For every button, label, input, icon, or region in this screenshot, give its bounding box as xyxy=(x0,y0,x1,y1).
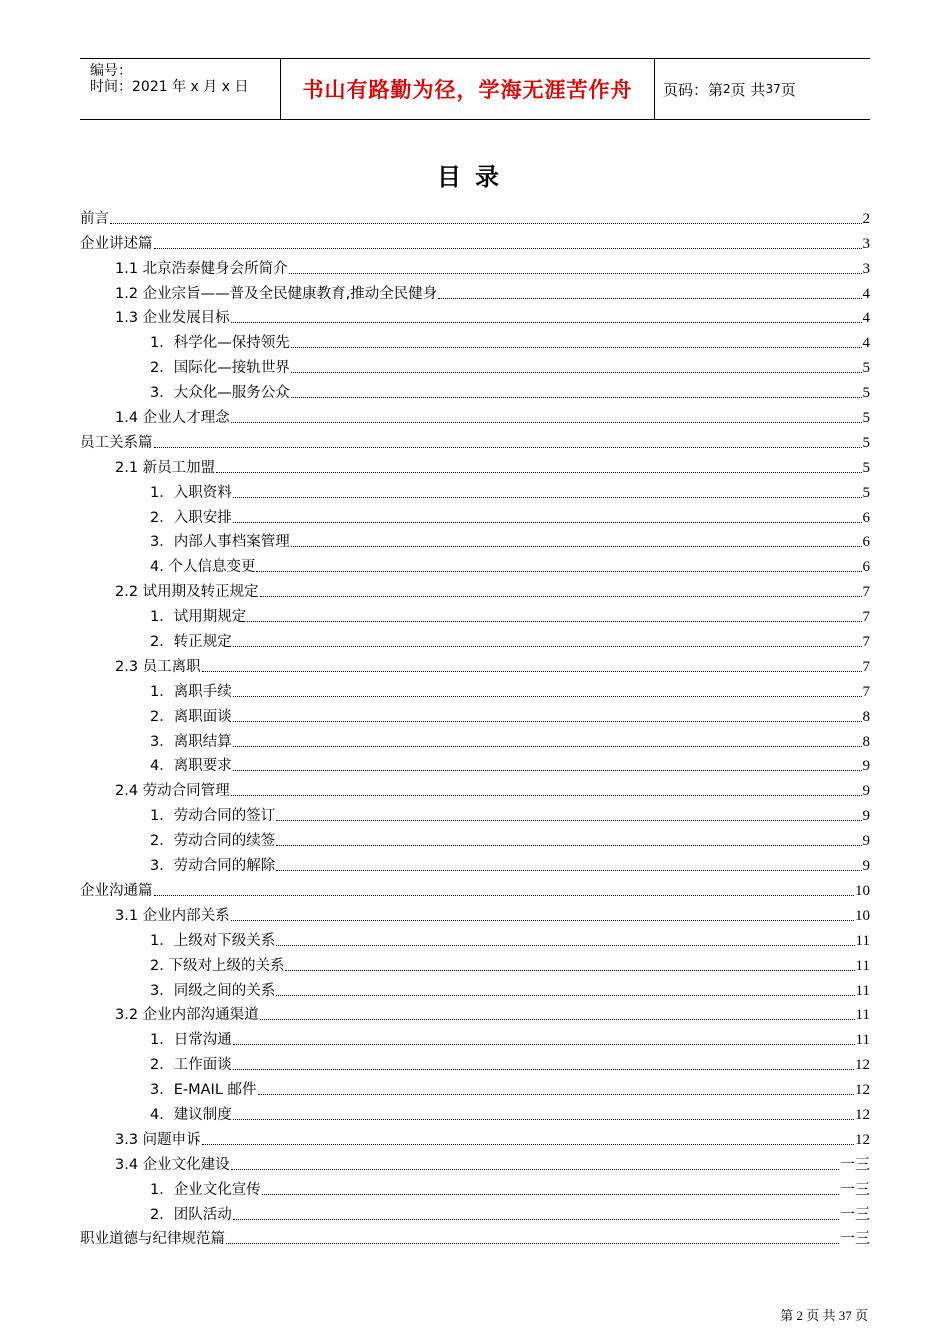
footer-page-total: 37 xyxy=(838,1308,852,1323)
toc-entry-label: 1．企业文化宣传 xyxy=(150,1181,261,1198)
toc-dot-leader xyxy=(154,894,855,896)
toc-dot-leader xyxy=(276,844,861,846)
toc-entry[interactable] xyxy=(80,452,870,477)
toc-entry[interactable] xyxy=(80,800,870,825)
toc-entry[interactable] xyxy=(80,327,870,352)
toc-dot-leader xyxy=(216,471,861,473)
toc-entry-label: 3.4 企业文化建设 xyxy=(115,1156,230,1173)
toc-entry-label: 1.3 企业发展目标 xyxy=(115,310,230,327)
toc-entry-label: 1.2 企业宗旨——普及全民健康教育,推动全民健身 xyxy=(115,285,438,302)
toc-entry-page: 11 xyxy=(855,982,870,999)
toc-entry-page: 一三 xyxy=(839,1181,870,1198)
page-footer xyxy=(780,1305,868,1324)
footer-page-number: 2 xyxy=(796,1308,803,1323)
toc-entry-page: 12 xyxy=(855,1106,870,1123)
toc-entry-page: 5 xyxy=(862,459,870,476)
toc-entry-label: 2．离职面谈 xyxy=(150,708,232,725)
toc-entry-label: 1．日常沟通 xyxy=(150,1032,232,1049)
toc-entry-label: 3．E-MAIL 邮件 xyxy=(150,1082,257,1099)
toc-entry[interactable] xyxy=(80,527,870,552)
toc-entry[interactable] xyxy=(80,651,870,676)
toc-entry[interactable] xyxy=(80,576,870,601)
toc-dot-leader xyxy=(291,396,862,398)
toc-entry[interactable] xyxy=(80,377,870,402)
toc-entry[interactable] xyxy=(80,228,870,253)
toc-entry-page: 11 xyxy=(855,957,870,974)
header-page-info xyxy=(655,59,870,119)
toc-entry[interactable] xyxy=(80,278,870,303)
toc-entry-page: 11 xyxy=(855,1007,870,1024)
toc-entry-page: 9 xyxy=(862,808,870,825)
toc-entry-page: 9 xyxy=(862,858,870,875)
number-label: 编号： xyxy=(90,63,132,79)
toc-dot-leader xyxy=(154,446,862,448)
toc-dot-leader xyxy=(247,620,861,622)
toc-entry[interactable] xyxy=(80,1124,870,1149)
toc-entry[interactable] xyxy=(80,1199,870,1224)
toc-entry[interactable] xyxy=(80,402,870,427)
toc-entry-page: 12 xyxy=(855,1057,870,1074)
toc-entry-label: 2.4 劳动合同管理 xyxy=(115,783,230,800)
toc-entry-label: 4．离职要求 xyxy=(150,758,232,775)
toc-entry-label: 3．大众化—服务公众 xyxy=(150,385,290,402)
toc-entry-page: 一三 xyxy=(839,1231,870,1248)
toc-dot-leader xyxy=(233,645,862,647)
toc-entry-page: 9 xyxy=(862,783,870,800)
toc-dot-leader xyxy=(233,521,862,523)
toc-entry-label: 2.3 员工离职 xyxy=(115,658,201,675)
toc-entry-label: 1．入职资料 xyxy=(150,484,232,501)
toc-entry-label: 2.2 试用期及转正规定 xyxy=(115,584,259,601)
toc-entry[interactable] xyxy=(80,551,870,576)
toc-entry-page: 一三 xyxy=(839,1156,870,1173)
toc-entry-page: 5 xyxy=(862,434,870,451)
toc-dot-leader xyxy=(438,297,861,299)
toc-entry-page: 11 xyxy=(855,1032,870,1049)
toc-entry-page: 2 xyxy=(862,210,870,227)
toc-entry-page: 11 xyxy=(855,932,870,949)
toc-entry-label: 3.3 问题申诉 xyxy=(115,1131,201,1148)
toc-entry-label: 2.1 新员工加盟 xyxy=(115,459,216,476)
toc-dot-leader xyxy=(276,819,861,821)
page-number: 2 xyxy=(723,82,731,96)
toc-dot-leader xyxy=(260,1018,855,1020)
toc-dot-leader xyxy=(256,570,861,572)
toc-entry-label: 4．建议制度 xyxy=(150,1106,232,1123)
toc-dot-leader xyxy=(231,1168,839,1170)
toc-entry-page: 7 xyxy=(862,634,870,651)
toc-entry-label: 员工关系篇 xyxy=(80,434,153,451)
toc-dot-leader xyxy=(291,346,862,348)
toc-entry[interactable] xyxy=(80,1074,870,1099)
toc-entry[interactable] xyxy=(80,1224,870,1249)
toc-entry-label: 1．离职手续 xyxy=(150,683,232,700)
toc-dot-leader xyxy=(258,1093,854,1095)
toc-dot-leader xyxy=(276,869,861,871)
toc-entry[interactable] xyxy=(80,925,870,950)
toc-entry-label: 3．劳动合同的解除 xyxy=(150,858,276,875)
toc-dot-leader xyxy=(260,595,862,597)
toc-dot-leader xyxy=(110,222,862,224)
toc-dot-leader xyxy=(233,720,862,722)
toc-entry-label: 1．试用期规定 xyxy=(150,609,247,626)
toc-entry[interactable] xyxy=(80,1174,870,1199)
footer-prefix: 第 xyxy=(780,1308,794,1323)
toc-entry[interactable] xyxy=(80,502,870,527)
toc-entry-label: 3．离职结算 xyxy=(150,733,232,750)
toc-entry[interactable] xyxy=(80,825,870,850)
toc-entry-label: 2．劳动合同的续签 xyxy=(150,833,276,850)
toc-entry[interactable] xyxy=(80,900,870,925)
toc-entry-page: 8 xyxy=(862,708,870,725)
toc-entry-page: 5 xyxy=(862,385,870,402)
toc-dot-leader xyxy=(289,272,862,274)
toc-entry-page: 8 xyxy=(862,733,870,750)
toc-entry-page: 7 xyxy=(862,609,870,626)
toc-entry-page: 5 xyxy=(862,410,870,427)
toc-entry-page: 5 xyxy=(862,484,870,501)
toc-entry-page: 9 xyxy=(862,833,870,850)
toc-entry-page: 12 xyxy=(855,1131,870,1148)
toc-dot-leader xyxy=(231,421,862,423)
toc-entry-page: 9 xyxy=(862,758,870,775)
toc-entry-page: 7 xyxy=(862,683,870,700)
toc-dot-leader xyxy=(285,969,854,971)
toc-entry[interactable] xyxy=(80,850,870,875)
toc-dot-leader xyxy=(233,1118,854,1120)
toc-entry-label: 1．科学化—保持领先 xyxy=(150,335,290,352)
toc-entry[interactable] xyxy=(80,303,870,328)
page-suffix: 页 xyxy=(780,80,796,99)
toc-entry-label: 3.1 企业内部关系 xyxy=(115,907,230,924)
toc-dot-leader xyxy=(262,1193,839,1195)
toc-entry[interactable] xyxy=(80,601,870,626)
toc-dot-leader xyxy=(202,1143,854,1145)
toc-entry[interactable] xyxy=(80,1149,870,1174)
page-header xyxy=(80,58,870,120)
toc-entry-label: 2．工作面谈 xyxy=(150,1057,232,1074)
toc-entry-page: 7 xyxy=(862,658,870,675)
toc-entry-page: 6 xyxy=(862,534,870,551)
toc-entry-page: 6 xyxy=(862,509,870,526)
toc-dot-leader xyxy=(276,994,854,996)
toc-dot-leader xyxy=(233,769,862,771)
toc-entry-page: 4 xyxy=(862,335,870,352)
toc-entry-label: 2. 下级对上级的关系 xyxy=(150,957,285,974)
toc-entry[interactable] xyxy=(80,427,870,452)
toc-dot-leader xyxy=(233,1068,854,1070)
toc-entry-page: 12 xyxy=(855,1082,870,1099)
footer-mid: 页 共 xyxy=(806,1308,836,1323)
footer-suffix: 页 xyxy=(854,1308,868,1323)
toc-entry-label: 4. 个人信息变更 xyxy=(150,559,256,576)
toc-dot-leader xyxy=(154,247,862,249)
toc-dot-leader xyxy=(291,545,862,547)
toc-entry-label: 企业讲述篇 xyxy=(80,235,153,252)
toc-entry-label: 企业沟通篇 xyxy=(80,882,153,899)
toc-dot-leader xyxy=(233,1218,839,1220)
toc-entry[interactable] xyxy=(80,751,870,776)
toc-entry-page: 3 xyxy=(862,235,870,252)
toc-dot-leader xyxy=(291,371,862,373)
page-title: 目录 xyxy=(437,163,513,191)
toc-dot-leader xyxy=(202,670,862,672)
toc-entry-page: 10 xyxy=(855,882,870,899)
toc-entry[interactable] xyxy=(80,1000,870,1025)
toc-entry-label: 1.1 北京浩泰健身会所简介 xyxy=(115,260,288,277)
page-total: 37 xyxy=(765,82,781,96)
toc-entry-label: 3．内部人事档案管理 xyxy=(150,534,290,551)
toc-entry-label: 1．劳动合同的签订 xyxy=(150,808,276,825)
toc-entry[interactable] xyxy=(80,701,870,726)
toc-dot-leader xyxy=(233,695,862,697)
page-prefix: 页码：第 xyxy=(663,80,724,99)
toc-entry[interactable] xyxy=(80,477,870,502)
time-label: 时间：2021 年 x 月 x 日 xyxy=(90,79,249,95)
toc-dot-leader xyxy=(233,745,862,747)
toc-entry[interactable] xyxy=(80,352,870,377)
page-mid: 页 共 xyxy=(730,80,766,99)
toc-entry-label: 3.2 企业内部沟通渠道 xyxy=(115,1007,259,1024)
toc-entry[interactable] xyxy=(80,875,870,900)
header-motto: 书山有路勤为径，学海无涯苦作舟 xyxy=(281,59,655,119)
toc-entry[interactable] xyxy=(80,775,870,800)
toc-entry-label: 职业道德与纪律规范篇 xyxy=(80,1231,225,1248)
toc-entry-label: 1.4 企业人才理念 xyxy=(115,410,230,427)
toc-entry-page: 一三 xyxy=(839,1206,870,1223)
header-meta xyxy=(80,59,281,119)
toc-entry[interactable] xyxy=(80,726,870,751)
toc-entry-label: 3．同级之间的关系 xyxy=(150,982,276,999)
toc-entry[interactable] xyxy=(80,1024,870,1049)
toc-dot-leader xyxy=(231,321,862,323)
toc-entry-label: 2．转正规定 xyxy=(150,634,232,651)
toc-entry-page: 6 xyxy=(862,559,870,576)
toc-dot-leader xyxy=(231,794,862,796)
toc-dot-leader xyxy=(233,1043,855,1045)
toc-entry[interactable] xyxy=(80,975,870,1000)
toc-entry[interactable] xyxy=(80,1049,870,1074)
toc-entry-label: 2．团队活动 xyxy=(150,1206,232,1223)
toc-entry-label: 前言 xyxy=(80,210,109,227)
table-of-contents xyxy=(80,203,870,1248)
toc-entry-label: 2．国际化—接轨世界 xyxy=(150,360,290,377)
toc-dot-leader xyxy=(276,944,854,946)
toc-entry[interactable] xyxy=(80,950,870,975)
toc-entry-label: 2．入职安排 xyxy=(150,509,232,526)
toc-dot-leader xyxy=(233,496,862,498)
toc-entry-page: 4 xyxy=(862,310,870,327)
toc-entry-page: 5 xyxy=(862,360,870,377)
toc-entry-label: 1．上级对下级关系 xyxy=(150,932,276,949)
toc-dot-leader xyxy=(226,1242,839,1244)
toc-entry[interactable] xyxy=(80,1099,870,1124)
toc-entry-page: 7 xyxy=(862,584,870,601)
toc-dot-leader xyxy=(231,919,854,921)
toc-entry-page: 10 xyxy=(855,907,870,924)
toc-entry[interactable] xyxy=(80,253,870,278)
toc-entry[interactable] xyxy=(80,203,870,228)
toc-entry-page: 4 xyxy=(862,285,870,302)
toc-entry[interactable] xyxy=(80,626,870,651)
toc-entry[interactable] xyxy=(80,676,870,701)
toc-entry-page: 3 xyxy=(862,260,870,277)
